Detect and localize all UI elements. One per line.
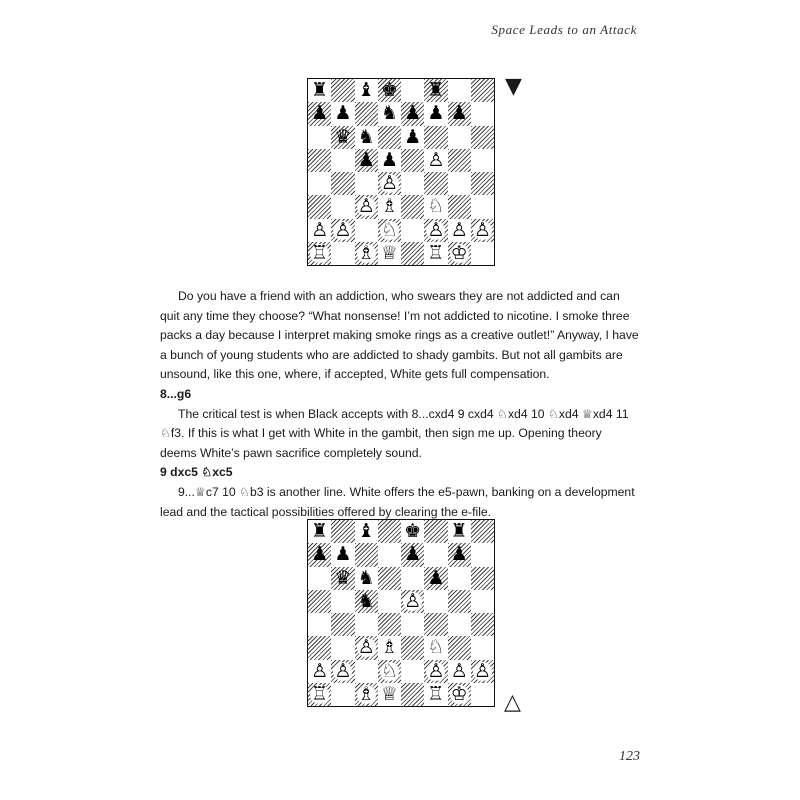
board-square (355, 636, 378, 659)
paragraph-critical-test: The critical test is when Black accepts with 8...cxd4 9 cxd4 ♘xd4 10 ♘xd4 ♕xd4 11 ♘f3. If this is what I get with White in the gambit, then sign me up. Opening theory deems White’s pawn sacrifice completely sound. (160, 406, 629, 460)
board-square (471, 520, 494, 543)
board-square (471, 219, 494, 242)
board-square (424, 660, 447, 683)
board-square (355, 102, 378, 125)
chess-piece: ♟ (404, 125, 422, 148)
board-square (355, 242, 378, 265)
board-square (355, 149, 378, 172)
board-square (401, 219, 424, 242)
board-square (331, 102, 354, 125)
board-square (471, 683, 494, 706)
chess-piece: ♝ (357, 520, 375, 543)
chess-piece: ♟ (380, 148, 398, 171)
board-square (401, 636, 424, 659)
chess-piece: ♚ (380, 79, 398, 102)
chess-piece: ♙ (427, 659, 445, 682)
board-square (424, 520, 447, 543)
board-square (378, 102, 401, 125)
board-square (471, 613, 494, 636)
board-square (378, 79, 401, 102)
board-square (331, 636, 354, 659)
board-square (471, 636, 494, 659)
board-square (355, 683, 378, 706)
board-square (378, 567, 401, 590)
board-square (331, 149, 354, 172)
board-square (401, 79, 424, 102)
board-square (448, 149, 471, 172)
board-square (448, 543, 471, 566)
board-square (401, 543, 424, 566)
board-square (471, 172, 494, 195)
board-square (378, 219, 401, 242)
chess-piece: ♙ (450, 659, 468, 682)
board-square (448, 172, 471, 195)
board-square (355, 613, 378, 636)
board-square (308, 149, 331, 172)
board-square (331, 683, 354, 706)
board-square (355, 219, 378, 242)
chess-piece: ♟ (357, 148, 375, 171)
chess-piece: ♘ (380, 218, 398, 241)
board-square (355, 520, 378, 543)
chess-piece: ♙ (473, 218, 491, 241)
chess-piece: ♙ (427, 218, 445, 241)
board-square (471, 79, 494, 102)
board-square (308, 636, 331, 659)
board-square (331, 195, 354, 218)
board-square (308, 219, 331, 242)
chess-piece: ♜ (450, 520, 468, 543)
chess-piece: ♔ (450, 241, 468, 264)
board-square (471, 543, 494, 566)
board-square (331, 543, 354, 566)
chess-piece: ♖ (427, 682, 445, 705)
chess-piece: ♕ (380, 682, 398, 705)
board-square (331, 126, 354, 149)
board-square (378, 660, 401, 683)
board-square (308, 520, 331, 543)
chess-piece: ♙ (404, 589, 422, 612)
board-square (378, 195, 401, 218)
board-square (448, 683, 471, 706)
board-square (331, 660, 354, 683)
chess-piece: ♙ (380, 172, 398, 195)
board-square (471, 126, 494, 149)
board-square (331, 79, 354, 102)
chess-piece: ♛ (334, 566, 352, 589)
board-square (424, 543, 447, 566)
board-square (448, 195, 471, 218)
board-square (448, 126, 471, 149)
board-square (355, 172, 378, 195)
board-square (424, 149, 447, 172)
board-square (401, 567, 424, 590)
board-square (355, 660, 378, 683)
board-square (331, 613, 354, 636)
chess-piece: ♗ (357, 682, 375, 705)
chess-piece: ♜ (427, 79, 445, 102)
board-square (401, 520, 424, 543)
board-square (331, 567, 354, 590)
board-square (308, 102, 331, 125)
chess-piece: ♗ (357, 241, 375, 264)
chess-piece: ♟ (334, 102, 352, 125)
chess-piece: ♖ (427, 241, 445, 264)
board-square (401, 242, 424, 265)
white-to-move-indicator: △ (504, 690, 521, 715)
chess-piece: ♝ (357, 79, 375, 102)
board-square (448, 520, 471, 543)
chess-piece: ♞ (357, 589, 375, 612)
board-square (378, 683, 401, 706)
board-square (424, 683, 447, 706)
chess-piece: ♞ (380, 102, 398, 125)
board-square (355, 590, 378, 613)
board-square (424, 242, 447, 265)
black-to-move-indicator: ▼ (505, 74, 522, 99)
board-square (401, 195, 424, 218)
board-square (424, 79, 447, 102)
board-square (471, 149, 494, 172)
chess-piece: ♟ (427, 102, 445, 125)
chess-piece: ♙ (334, 659, 352, 682)
page-number: 123 (619, 749, 640, 764)
board-square (378, 520, 401, 543)
board-square (471, 195, 494, 218)
chess-piece: ♗ (380, 636, 398, 659)
chess-piece: ♛ (334, 125, 352, 148)
board-square (424, 195, 447, 218)
board-square (308, 660, 331, 683)
chess-piece: ♗ (380, 195, 398, 218)
board-square (331, 520, 354, 543)
board-square (331, 590, 354, 613)
chess-piece: ♟ (404, 543, 422, 566)
chess-piece: ♙ (311, 659, 329, 682)
board-square (471, 242, 494, 265)
board-square (378, 543, 401, 566)
board-square (401, 683, 424, 706)
chess-piece: ♟ (311, 543, 329, 566)
board-square (401, 613, 424, 636)
board-square (448, 102, 471, 125)
chess-piece: ♟ (334, 543, 352, 566)
chess-piece: ♞ (357, 566, 375, 589)
chess-piece: ♚ (404, 520, 422, 543)
board-square (378, 613, 401, 636)
board-square (308, 590, 331, 613)
board-square (401, 660, 424, 683)
board-square (308, 79, 331, 102)
board-square (448, 79, 471, 102)
board-square (378, 149, 401, 172)
board-square (401, 590, 424, 613)
chess-piece: ♕ (380, 241, 398, 264)
chess-piece: ♜ (311, 520, 329, 543)
chess-diagram-1 (307, 78, 495, 266)
chess-piece: ♟ (311, 102, 329, 125)
chess-piece: ♙ (357, 636, 375, 659)
board-square (424, 636, 447, 659)
board-square (448, 613, 471, 636)
board-square (471, 567, 494, 590)
chess-piece: ♙ (450, 218, 468, 241)
board-square (308, 195, 331, 218)
chess-piece: ♜ (311, 79, 329, 102)
board-square (355, 543, 378, 566)
chess-piece: ♟ (404, 102, 422, 125)
chess-piece: ♘ (380, 659, 398, 682)
chess-piece: ♟ (450, 543, 468, 566)
board-square (308, 242, 331, 265)
chess-piece: ♙ (334, 218, 352, 241)
board-square (308, 543, 331, 566)
move-heading-9-dxc5: 9 dxc5 ♘xc5 (160, 465, 233, 480)
board-square (448, 660, 471, 683)
board-square (378, 126, 401, 149)
board-square (471, 590, 494, 613)
running-header: Space Leads to an Attack (491, 22, 637, 37)
board-square (331, 219, 354, 242)
board-square (378, 172, 401, 195)
board-square (448, 219, 471, 242)
body-text (160, 287, 640, 522)
board-square (471, 660, 494, 683)
board-square (378, 590, 401, 613)
board-square (331, 172, 354, 195)
board-square (448, 636, 471, 659)
chess-piece: ♞ (357, 125, 375, 148)
board-square (424, 102, 447, 125)
board-square (308, 567, 331, 590)
board-square (424, 590, 447, 613)
chess-piece: ♙ (473, 659, 491, 682)
chess-piece: ♘ (427, 195, 445, 218)
chess-piece: ♙ (311, 218, 329, 241)
board-square (424, 613, 447, 636)
board-square (401, 102, 424, 125)
board-square (308, 683, 331, 706)
board-square (355, 195, 378, 218)
move-heading-8-g6: 8...g6 (160, 386, 192, 401)
chess-piece: ♘ (427, 636, 445, 659)
board-square (401, 149, 424, 172)
board-square (355, 567, 378, 590)
chess-piece: ♙ (357, 195, 375, 218)
paragraph-another-line: 9...♕c7 10 ♘b3 is another line. White offers the e5-pawn, banking on a development lead and the tactical possibilities offered by clearing the e-file. (160, 484, 635, 519)
board-square (448, 242, 471, 265)
board-square (378, 636, 401, 659)
board-square (401, 172, 424, 195)
board-square (424, 219, 447, 242)
board-square (355, 79, 378, 102)
board-square (424, 567, 447, 590)
board-square (448, 567, 471, 590)
chess-piece: ♖ (311, 241, 329, 264)
board-square (448, 590, 471, 613)
board-square (378, 242, 401, 265)
board-square (308, 613, 331, 636)
board-square (424, 172, 447, 195)
board-square (355, 126, 378, 149)
paragraph-addiction: Do you have a friend with an addiction, who swears they are not addicted and can quit any time they choose? “What nonsense! I’m not addicted to nicotine. I smoke three packs a day because I interpret making smoke rings as a creative outlet!” Anyway, I have a bunch of young students who are addicted to shady gambits. But not all gambits are unsound, like this one, where, if accepted, White gets full compensation. (160, 289, 639, 382)
chess-piece: ♟ (427, 566, 445, 589)
board-square (471, 102, 494, 125)
chess-piece: ♔ (450, 682, 468, 705)
chess-piece: ♖ (311, 682, 329, 705)
chess-piece: ♙ (427, 148, 445, 171)
board-square (308, 172, 331, 195)
board-square (331, 242, 354, 265)
chess-diagram-2 (307, 519, 495, 707)
chess-piece: ♟ (450, 102, 468, 125)
board-square (308, 126, 331, 149)
board-square (424, 126, 447, 149)
board-square (401, 126, 424, 149)
